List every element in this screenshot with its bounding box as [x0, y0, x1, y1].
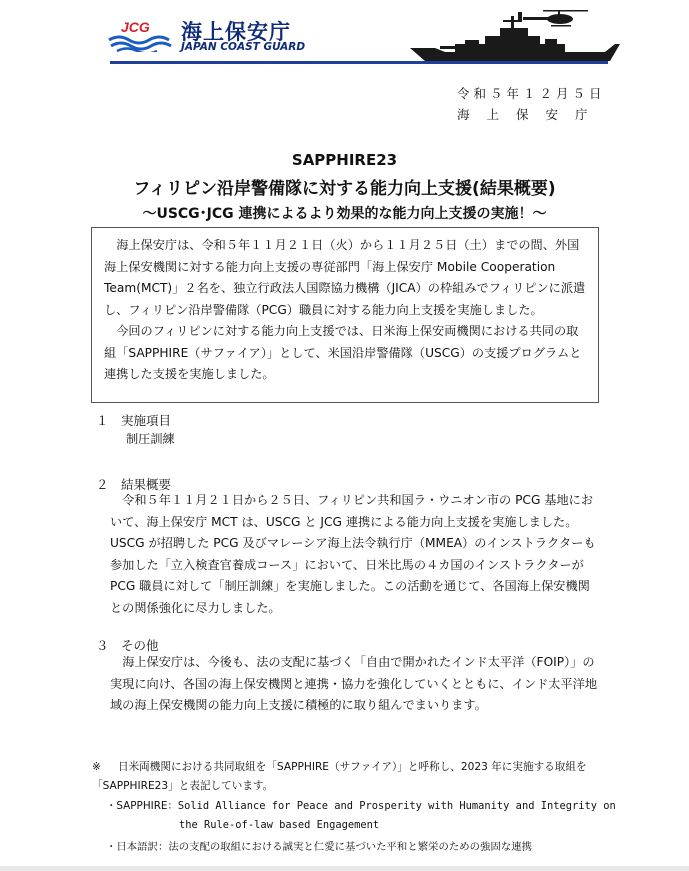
page-title: フィリピン沿岸警備隊に対する能力向上支援(結果概要) [133, 179, 556, 199]
definition-label: ・日本語訳： [106, 841, 169, 853]
section-number: ２ [96, 477, 109, 492]
subtitle: ～USCG･JCG 連携によるより効果的な能力向上支援の実施！～ [142, 206, 547, 222]
definition-text: 法の支配の取組における誠実と仁愛に基づいた平和と繁栄のための強固な連携 [168, 841, 533, 853]
definition-text-continued: the Rule-of-law based Engagement [179, 819, 380, 831]
section-number: １ [96, 413, 109, 428]
footnote-mark: ※ [92, 761, 101, 773]
header [0, 0, 689, 70]
definition-text: Solid Alliance for Peace and Prosperity with Humanity and Integrity on [177, 800, 616, 812]
section-heading [96, 411, 171, 429]
issuer: 海上保安庁 [457, 107, 605, 122]
summary-paragraph: 海上保安庁は、令和５年１１月２１日（火）から１１月２５日（土）までの間、外国海上保安機関に対する能力向上支援の専従部門「海上保安庁 Mobile Cooperation Team(MCT)」２名を、独立行政法人国際協力機構（JICA）の枠組みでフィリピンに派遣し、フィリピン沿岸警備隊（PCG）職員に対する能力向上支援を実施しました。 [104, 238, 586, 317]
release-date: 令和５年１２月５日 [457, 86, 606, 101]
patrol-ship-helicopter-icon [405, 6, 620, 64]
footnote [92, 758, 604, 796]
org-name-en: JAPAN COAST GUARD [181, 41, 306, 53]
definition-sapphire [106, 797, 616, 812]
section-body: 制圧訓練 [126, 432, 175, 446]
summary-box [91, 227, 599, 403]
footnote-text: 日米両機関における共同取組を「SAPPHIRE（サファイア）」と呼称し、2023 年に実施する取組を「SAPPHIRE23」と表記しています。 [92, 761, 587, 792]
summary-paragraph: 今回のフィリピンに対する能力向上支援では、日米海上保安両機関における共同の取組「SAPPHIRE（サファイア）」として、米国沿岸警備隊（USCG）の支援プログラムと連携した支援を実施しました。 [104, 324, 582, 381]
header-rule [110, 61, 608, 64]
page-bottom-edge [0, 866, 689, 871]
section-title: 結果概要 [121, 477, 172, 492]
definition-japanese [106, 838, 532, 853]
section-title: その他 [121, 638, 159, 653]
jcg-logo-icon [107, 18, 175, 52]
org-name-jp: 海上保安庁 [181, 20, 291, 44]
title-code: SAPPHIRE23 [291, 151, 398, 169]
definition-label: ・SAPPHIRE： [106, 800, 178, 812]
logo-mark-text: JCG [121, 19, 150, 35]
section-title: 実施項目 [121, 413, 172, 428]
section-number: ３ [96, 638, 109, 653]
section-body: 令和５年１１月２１日から２５日、フィリピン共和国ラ・ウニオン市の PCG 基地において、海上保安庁 MCT は、USCG と JCG 連携による能力向上支援を実施しました。USCG が招聘した PCG 及びマレーシア海上法令執行庁（MMEA）のインストラクターも参加した「立入検査官養成コース」において、日米比馬の４カ国のインストラクターが PCG 職員に対して「制圧訓練」を実施しました。この活動を通じて、各国海上保安機関との関係強化に尽力しました。 [110, 493, 596, 615]
section-body: 海上保安庁は、今後も、法の支配に基づく「自由で開かれたインド太平洋（FOIP）」の実現に向け、各国の海上保安機関と連携・協力を強化していくとともに、インド太平洋地域の海上保安機関の能力向上支援に積極的に取り組んでまいります。 [110, 655, 598, 713]
